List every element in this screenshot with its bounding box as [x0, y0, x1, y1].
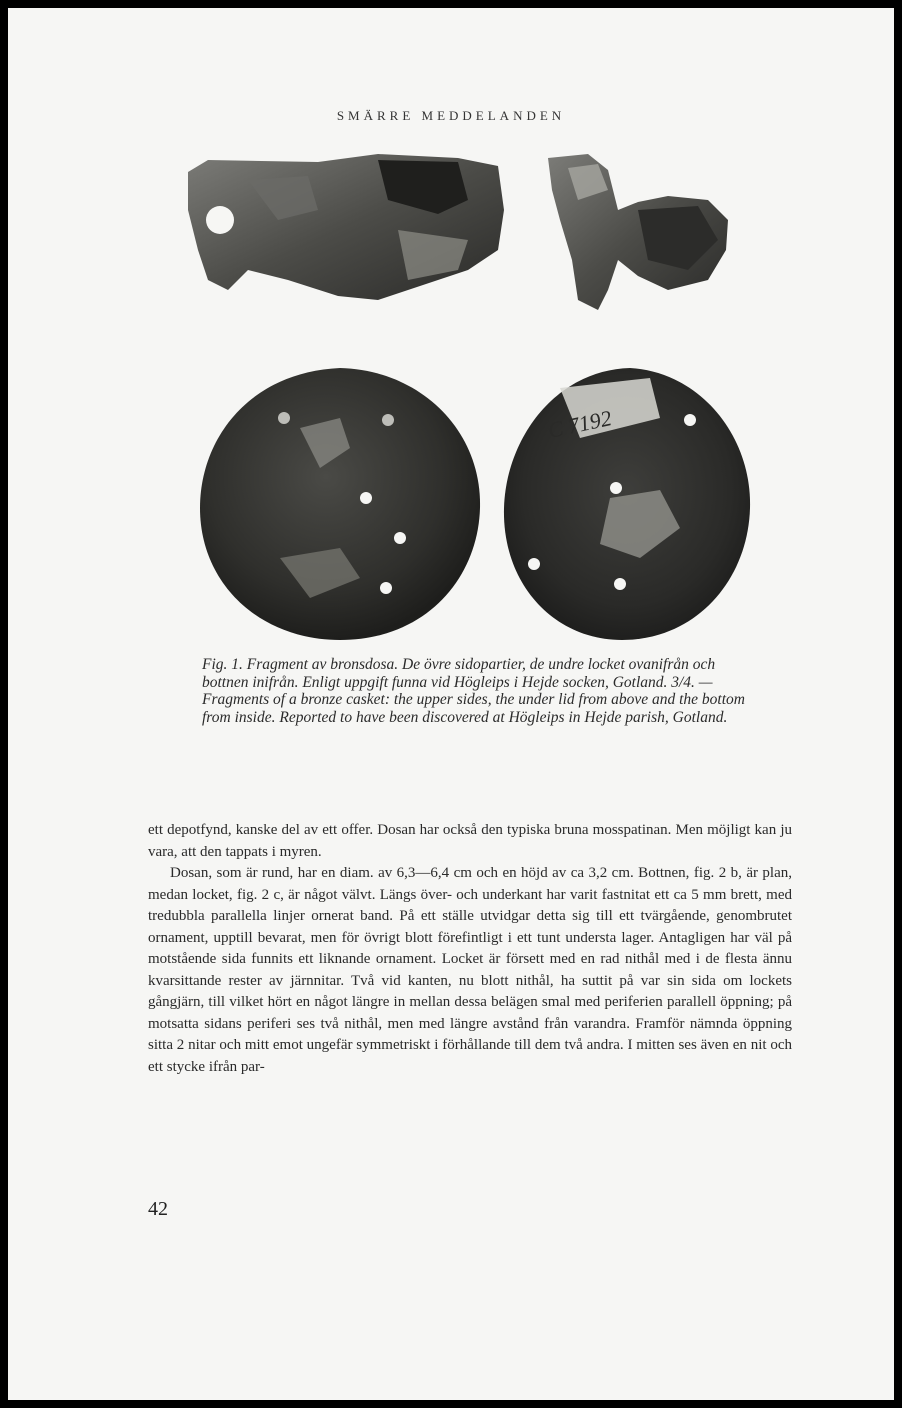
upper-sides-fragments-image	[168, 140, 738, 320]
page-number: 42	[148, 1198, 168, 1220]
book-page	[8, 8, 894, 1400]
museum-number-label: C 7192	[545, 405, 614, 443]
caption-english: Fragments of a bronze casket: the upper sides, the under lid from above and the bottom from inside. Reported to have been discovered at Högleips in Hejde parish, Gotland.	[202, 691, 745, 726]
caption-label: Fig. 1.	[202, 656, 243, 673]
body-paragraph: Dosan, som är rund, har en diam. av 6,3—6,4 cm och en höjd av ca 3,2 cm. Bottnen, fig. 2 b, är plan, medan locket, fig. 2 c, är något välvt. Längs över- och underkant har varit fastnitat ett ca 5 mm brett, med tredubbla parallella linjer ornerat band. På ett ställe utvidgar detta sig till ett tvärgående, genombrutet ornament, upptill bevarat, men för övrigt blott förefintligt i ett tunt understa lager. Antagligen har väl på motstående sida funnits ett liknande ornament. Locket är försett med en rad nithål med i de flesta ännu kvarsittande rester av järnnitar. Två vid kanten, nu blott nithål, ha suttit på var sin sida om lockets gångjärn, till vilket hört en något längre in mellan dessa belägen smal med periferien parallell öppning; på motsatta sidans periferi ses två nithål, men med längre avstånd från varandra. Framför nämnda öppning sitta 2 nitar och mitt emot ungefär symmetriskt i förhållande till dem två andra. I mitten ses även en nit och ett stycke ifrån par-	[148, 865, 792, 1075]
bottom-image	[490, 358, 758, 648]
body-text	[148, 820, 792, 1078]
lid-image	[190, 358, 490, 648]
running-head: SMÄRRE MEDDELANDEN	[336, 108, 566, 123]
lid-from-above-photo	[190, 358, 490, 648]
bottom-from-inside-photo	[490, 358, 758, 648]
figure-caption	[202, 656, 762, 726]
caption-swedish: Fragment av bronsdosa. De övre sidopartier, de undre locket ovanifrån och bottnen inifrån. Enligt uppgift funna vid Högleips i Hejde socken, Gotland. 3/4. —	[202, 656, 716, 691]
upper-sides-fragments-photo	[168, 140, 738, 320]
body-paragraph: ett depotfynd, kanske del av ett offer. Dosan har också den typiska bruna mosspatinan. Men möjligt kan ju vara, att den tappats i myren.	[148, 822, 792, 860]
